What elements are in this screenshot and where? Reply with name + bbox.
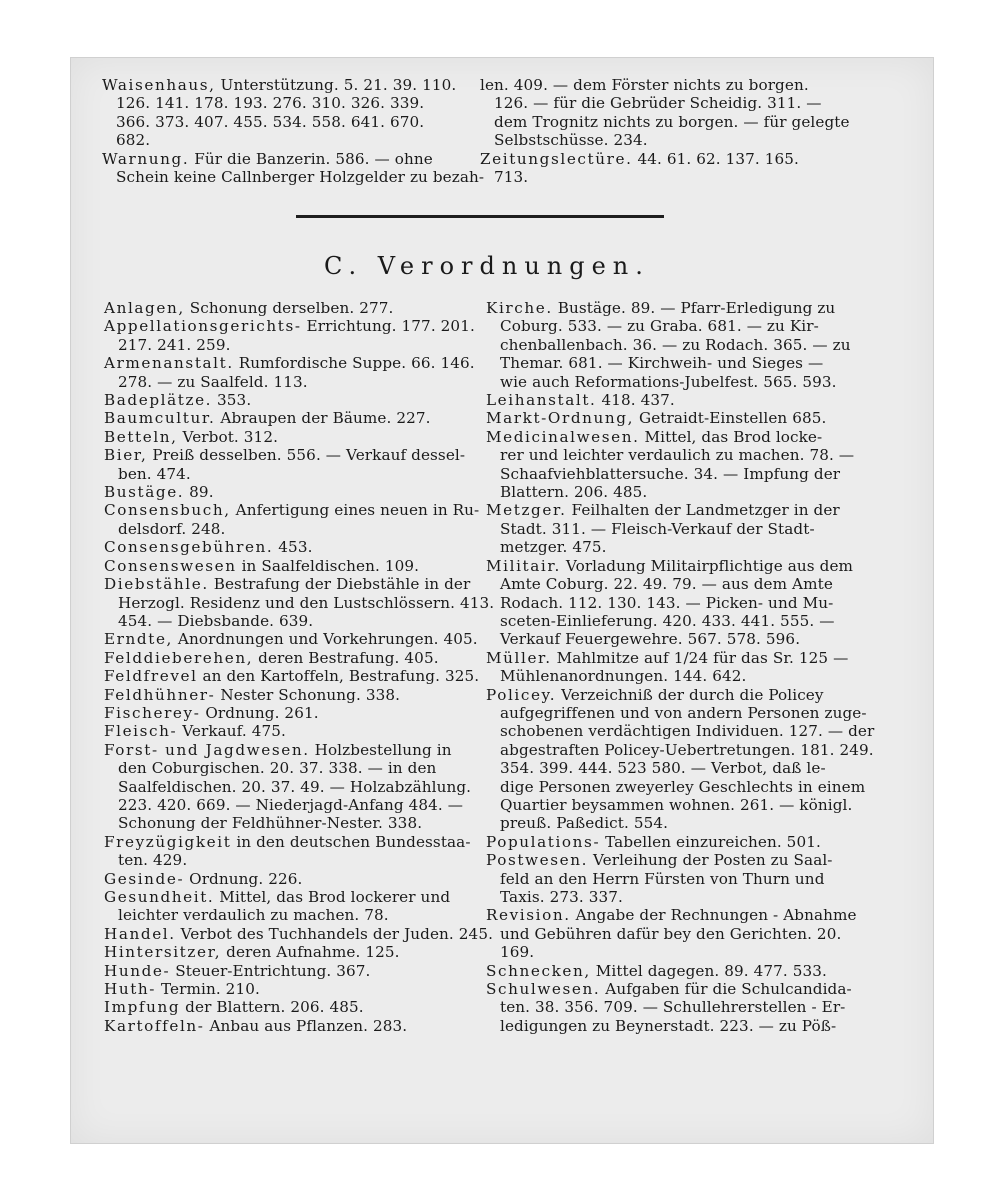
entry-continuation-line <box>486 594 840 612</box>
entry-text: Anordnungen und Vorkehrungen. 405. <box>177 630 478 649</box>
index-entry <box>102 149 485 187</box>
entry-continuation-line <box>104 851 480 869</box>
entry-continuation-line <box>104 465 480 483</box>
entry-text: 353. <box>217 391 252 410</box>
top-right-column <box>480 76 850 187</box>
entry-text: Ordnung. 226. <box>189 869 303 888</box>
entry-text: Aufgaben für die Schulcandida- <box>605 980 852 999</box>
index-entry <box>104 501 480 538</box>
entry-text: Tabellen einzureichen. 501. <box>605 832 821 851</box>
entry-heading: Müller. <box>486 648 552 667</box>
entry-text: Verleihung der Posten zu Saal- <box>592 851 833 870</box>
entry-text: Quartier beysammen wohnen. 261. — königl. <box>500 795 853 814</box>
index-entry <box>104 538 480 556</box>
entry-text: ledigungen zu Beynerstadt. 223. — zu Pöß- <box>500 1016 837 1035</box>
entry-first-line <box>486 833 840 851</box>
entry-heading: Armenanstalt. <box>104 354 234 373</box>
index-entry <box>104 575 495 630</box>
entry-text: 126. — für die Gebrüder Scheidig. 311. — <box>494 94 822 113</box>
entry-text: Taxis. 273. 337. <box>500 888 623 906</box>
entry-text: Stadt. 311. — Fleisch-Verkauf der Stadt- <box>500 519 815 538</box>
entry-continuation-line <box>104 593 495 612</box>
entry-text: Schein keine Callnberger Holzgelder zu bezah- <box>116 168 485 187</box>
entry-continuation-line <box>486 998 846 1017</box>
entry-first-line <box>104 943 480 961</box>
entry-heading: Consenswesen <box>104 556 237 575</box>
entry-text: aufgegriffenen und von andern Personen zuge- <box>500 703 867 722</box>
entry-first-line <box>104 833 480 851</box>
entry-first-line <box>104 980 480 998</box>
entry-continuation-line <box>486 888 840 906</box>
entry-continuation-line <box>104 796 480 814</box>
entry-text: Themar. 681. — Kirchweih- und Sieges — <box>500 354 824 373</box>
entry-text: Abraupen der Bäume. 227. <box>220 409 431 428</box>
entry-first-line <box>486 851 840 869</box>
entry-text: Mittel dagegen. 89. 477. 533. <box>595 961 827 980</box>
entry-text: Preiß desselben. 556. — Verkauf dessel- <box>152 446 466 465</box>
index-entry <box>104 980 480 998</box>
entry-first-line <box>104 722 480 740</box>
entry-heading: Warnung. <box>102 149 190 168</box>
index-entry <box>104 686 480 704</box>
entry-continuation-line <box>486 465 840 483</box>
entry-continuation-line <box>104 612 480 630</box>
index-entry <box>480 76 850 150</box>
entry-heading: Hintersitzer, <box>104 943 222 962</box>
entry-text: 217. 241. 259. <box>118 335 231 354</box>
section-title: C. Verordnungen. <box>324 252 650 280</box>
entry-first-line <box>104 483 480 501</box>
entry-heading: Waisenhaus, <box>102 76 216 94</box>
entry-heading: Consensgebühren. <box>104 538 274 557</box>
entry-text: Verbot des Tuchhandels der Juden. 245. <box>180 924 494 943</box>
entry-first-line <box>104 354 480 372</box>
entry-text: 354. 399. 444. 523 580. — Verbot, daß le- <box>500 759 826 778</box>
index-entry <box>480 150 842 187</box>
entry-heading: Betteln, <box>104 427 178 446</box>
entry-heading: Medicinalwesen. <box>486 427 640 446</box>
entry-text: Für die Banzerin. 586. — ohne <box>194 149 433 168</box>
entry-continuation-line <box>486 354 840 372</box>
entry-text: deren Bestrafung. 405. <box>258 648 439 667</box>
index-entry <box>486 391 840 409</box>
index-entry <box>104 317 480 354</box>
entry-first-line <box>104 317 480 335</box>
entry-first-line <box>480 76 842 94</box>
index-entry <box>104 354 480 391</box>
entry-text: in Saalfeldischen. 109. <box>241 556 420 575</box>
entry-text: in den deutschen Bundesstaa- <box>236 832 471 851</box>
entry-heading: Huth- <box>104 980 157 999</box>
entry-text: delsdorf. 248. <box>118 519 226 538</box>
entry-text: Verkauf. 475. <box>182 722 286 741</box>
entry-text: Rumfordische Suppe. 66. 146. <box>238 354 475 373</box>
index-entry <box>104 299 480 317</box>
entry-continuation-line <box>102 94 482 112</box>
entry-continuation-line <box>486 520 840 538</box>
entry-text: Rodach. 112. 130. 143. — Picken- und Mu- <box>500 593 834 612</box>
entry-text: Termin. 210. <box>160 980 260 999</box>
entry-heading: Feldhühner- <box>104 685 216 704</box>
entry-text: ten. 38. 356. 709. — Schullehrerstellen - Er- <box>500 998 846 1017</box>
entry-heading: Anlagen, <box>104 299 185 317</box>
entry-text: Herzogl. Residenz und den Lustschlössern. 413. <box>118 593 495 612</box>
entry-first-line <box>104 575 480 593</box>
entry-heading: Bustäge. <box>104 483 185 502</box>
entry-heading: Consensbuch, <box>104 501 231 520</box>
entry-heading: Appellationsgerichts- <box>104 317 302 336</box>
entry-text: leichter verdaulich zu machen. 78. <box>118 906 389 925</box>
entry-text: Steuer-Entrichtung. 367. <box>175 961 371 980</box>
entry-text: 454. — Diebsbande. 639. <box>118 611 314 630</box>
entry-text: Bestrafung der Diebstähle in der <box>213 575 471 594</box>
entry-first-line <box>104 299 480 317</box>
entry-text: 713. <box>494 168 529 187</box>
entry-continuation-line <box>486 667 840 685</box>
entry-first-line <box>486 501 840 519</box>
entry-continuation-line <box>480 94 842 112</box>
entry-first-line <box>486 906 857 925</box>
entry-text: Verkauf Feuergewehre. 567. 578. 596. <box>500 630 801 649</box>
entry-text: wie auch Reformations-Jubelfest. 565. 593. <box>500 372 837 391</box>
entry-text: Schaafviehblattersuche. 34. — Impfung der <box>500 464 841 483</box>
index-entry <box>486 980 852 1035</box>
entry-heading: Hunde- <box>104 961 171 980</box>
entry-text: ten. 429. <box>118 851 188 870</box>
entry-first-line <box>480 150 842 168</box>
entry-text: preuß. Paßedict. 554. <box>500 814 669 833</box>
entry-heading: Freyzügigkeit <box>104 832 232 851</box>
entry-continuation-line <box>104 778 480 796</box>
entry-text: feld an den Herrn Fürsten von Thurn und <box>500 869 825 888</box>
entry-first-line <box>486 299 840 317</box>
entry-heading: Fischerey- <box>104 703 201 722</box>
index-entry <box>104 722 480 740</box>
index-entry <box>104 998 480 1016</box>
entry-first-line <box>104 557 480 575</box>
entry-text: 682. <box>116 131 151 150</box>
entry-text: den Coburgischen. 20. 37. 338. — in den <box>118 759 437 778</box>
index-entry <box>104 924 494 943</box>
entry-text: Selbstschüsse. 234. <box>494 131 648 150</box>
entry-text: Unterstützung. 5. 21. 39. 110. <box>220 76 457 94</box>
entry-heading: Badeplätze. <box>104 391 213 410</box>
entry-text: und Gebühren dafür bey den Gerichten. 20. <box>500 924 842 943</box>
entry-text: Mahlmitze auf 1/24 für das Sr. 125 — <box>556 648 849 667</box>
entry-text: ben. 474. <box>118 464 191 483</box>
entry-heading: Kirche. <box>486 299 553 317</box>
entry-first-line <box>486 409 840 427</box>
entry-first-line <box>486 391 840 409</box>
entry-text: rer und leichter verdaulich zu machen. 78. — <box>500 446 855 465</box>
entry-continuation-line <box>480 168 842 186</box>
entry-text: Feilhalten der Landmetzger in der <box>571 501 840 520</box>
entry-heading: Fleisch- <box>104 722 178 741</box>
entry-continuation-line <box>480 112 850 131</box>
entry-text: Schonung der Feldhühner-Nester. 338. <box>118 814 423 833</box>
entry-first-line <box>104 630 480 648</box>
entry-heading: Erndte, <box>104 630 173 649</box>
index-entry <box>104 630 480 648</box>
index-entry <box>104 409 480 427</box>
entry-text: Ordnung. 261. <box>205 703 319 722</box>
entry-heading: Kartoffeln- <box>104 1016 205 1035</box>
index-entry <box>104 428 480 446</box>
entry-continuation-line <box>486 870 840 888</box>
entry-first-line <box>104 446 480 464</box>
entry-heading: Felddieberehen, <box>104 648 254 667</box>
entry-first-line <box>102 150 482 168</box>
bottom-right-column <box>486 299 875 1035</box>
entry-text: len. 409. — dem Förster nichts zu borgen. <box>480 76 809 94</box>
entry-text: Errichtung. 177. 201. <box>306 317 475 336</box>
entry-first-line <box>486 686 840 704</box>
entry-continuation-line <box>104 336 480 354</box>
entry-first-line <box>486 980 852 999</box>
entry-first-line <box>102 76 482 94</box>
entry-text: dem Trognitz nichts zu borgen. — für gelegte <box>494 112 850 131</box>
entry-heading: Zeitungslectüre. <box>480 149 633 168</box>
entry-continuation-line <box>486 722 875 741</box>
entry-continuation-line <box>486 335 851 354</box>
entry-text: an den Kartoffeln, Bestrafung. 325. <box>202 667 480 686</box>
entry-continuation-line <box>486 575 840 593</box>
entry-text: metzger. 475. <box>500 538 607 557</box>
entry-text: 418. 437. <box>601 391 675 410</box>
entry-text: Holzbestellung in <box>314 740 452 759</box>
entry-continuation-line <box>486 1017 840 1035</box>
entry-first-line <box>104 428 480 446</box>
entry-first-line <box>104 962 480 980</box>
entry-continuation-line <box>486 814 840 832</box>
entry-heading: Markt-Ordnung, <box>486 409 635 428</box>
entry-text: Verbot. 312. <box>182 427 279 446</box>
index-entry <box>104 649 480 667</box>
entry-first-line <box>104 538 480 556</box>
entry-text: schobenen verdächtigen Individuen. 127. — der <box>500 722 875 741</box>
entry-text: Coburg. 533. — zu Graba. 681. — zu Kir- <box>500 317 819 336</box>
entry-heading: Diebstähle. <box>104 575 209 594</box>
entry-text: 169. <box>500 943 535 962</box>
entry-first-line <box>104 501 480 519</box>
entry-text: Getraidt-Einstellen 685. <box>638 409 827 428</box>
entry-first-line <box>486 962 840 980</box>
entry-heading: Gesundheit. <box>104 888 215 906</box>
entry-first-line <box>486 428 840 446</box>
entry-text: 366. 373. 407. 455. 534. 558. 641. 670. <box>116 112 425 131</box>
entry-heading: Gesinde- <box>104 869 185 888</box>
index-entry <box>486 556 854 649</box>
entry-text: Bustäge. 89. — Pfarr-Erledigung zu <box>557 299 836 317</box>
entry-text: 126. 141. 178. 193. 276. 310. 326. 339. <box>116 94 425 113</box>
entry-text: deren Aufnahme. 125. <box>226 943 400 962</box>
entry-continuation-line <box>486 943 840 961</box>
entry-text: Vorladung Militairpflichtige aus dem <box>565 556 854 575</box>
entry-continuation-line <box>102 168 485 187</box>
index-entry <box>104 391 480 409</box>
entry-first-line <box>486 556 854 575</box>
entry-text: der Blattern. 206. 485. <box>185 998 364 1017</box>
entry-continuation-line <box>486 373 840 391</box>
index-entry <box>486 648 849 686</box>
entry-text: 453. <box>278 538 313 557</box>
entry-text: 89. <box>189 483 214 502</box>
entry-text: sceten-Einlieferung. 420. 433. 441. 555. — <box>500 611 835 630</box>
index-entry <box>104 483 480 501</box>
index-entry <box>104 667 480 685</box>
entry-heading: Feldfrevel <box>104 667 198 686</box>
entry-text: Verzeichniß der durch die Policey <box>561 685 824 704</box>
index-entry <box>102 76 482 150</box>
entry-heading: Forst- und Jagdwesen. <box>104 740 310 759</box>
entry-text: Angabe der Rechnungen - Abnahme <box>575 906 857 925</box>
entry-text: chenballenbach. 36. — zu Rodach. 365. — zu <box>500 335 851 354</box>
index-entry <box>104 943 480 961</box>
index-entry <box>104 704 480 722</box>
index-entry <box>486 906 857 962</box>
index-entry <box>104 446 480 483</box>
entry-continuation-line <box>486 317 840 335</box>
index-entry <box>104 1017 480 1035</box>
entry-continuation-line <box>102 113 482 131</box>
entry-text: 278. — zu Saalfeld. 113. <box>118 372 308 391</box>
bottom-left-column <box>104 299 495 1035</box>
entry-heading: Leihanstalt. <box>486 391 597 410</box>
entry-text: Mittel, das Brod locke- <box>644 427 823 446</box>
top-left-column <box>102 76 485 187</box>
entry-text: abgestraften Policey-Uebertretungen. 181. 249. <box>500 740 874 759</box>
entry-continuation-line <box>486 703 867 722</box>
index-entry <box>104 870 480 888</box>
entry-continuation-line <box>102 131 482 149</box>
index-entry <box>486 685 875 833</box>
entry-first-line <box>104 888 480 906</box>
section-divider <box>296 215 664 218</box>
entry-text: 223. 420. 669. — Niederjagd-Anfang 484. — <box>118 795 464 814</box>
entry-continuation-line <box>104 906 480 924</box>
index-entry <box>104 888 480 925</box>
entry-first-line <box>104 870 480 888</box>
index-entry <box>104 833 480 870</box>
index-entry <box>486 299 851 391</box>
entry-text: Saalfeldischen. 20. 37. 49. — Holzabzählung. <box>118 777 472 796</box>
entry-continuation-line <box>486 759 840 777</box>
entry-first-line <box>104 686 480 704</box>
entry-text: Blattern. 206. 485. <box>500 483 648 502</box>
entry-text: Nester Schonung. 338. <box>220 685 401 704</box>
entry-first-line <box>104 1017 480 1035</box>
entry-continuation-line <box>104 520 480 538</box>
entry-heading: Baumcultur. <box>104 409 216 428</box>
entry-first-line <box>104 667 480 685</box>
entry-continuation-line <box>486 777 866 796</box>
entry-heading: Metzger. <box>486 501 567 520</box>
index-entry <box>486 427 855 502</box>
entry-continuation-line <box>486 795 853 814</box>
entry-text: Schonung derselben. 277. <box>189 299 394 317</box>
entry-text: Amte Coburg. 22. 49. 79. — aus dem Amte <box>500 575 833 594</box>
entry-text: dige Personen zweyerley Geschlechts in einem <box>500 777 866 796</box>
entry-heading: Policey. <box>486 685 557 704</box>
index-entry <box>104 741 480 833</box>
entry-heading: Populations- <box>486 832 601 851</box>
entry-continuation-line <box>486 740 874 759</box>
entry-first-line <box>104 924 494 943</box>
index-entry <box>486 501 840 556</box>
entry-text: Mittel, das Brod lockerer und <box>219 888 451 906</box>
entry-first-line <box>104 741 480 759</box>
entry-continuation-line <box>486 630 840 648</box>
index-entry <box>486 962 840 980</box>
entry-heading: Revision. <box>486 906 571 925</box>
entry-first-line <box>104 998 480 1016</box>
entry-heading: Schnecken, <box>486 961 591 980</box>
entry-first-line <box>104 704 480 722</box>
entry-continuation-line <box>104 814 480 832</box>
entry-continuation-line <box>104 759 480 777</box>
index-entry <box>486 409 840 427</box>
entry-text: 44. 61. 62. 137. 165. <box>637 149 799 168</box>
index-entry <box>104 962 480 980</box>
entry-text: Mühlenanordnungen. 144. 642. <box>500 667 747 686</box>
entry-first-line <box>104 409 480 427</box>
entry-heading: Postwesen. <box>486 851 589 870</box>
entry-text: Anbau aus Pflanzen. 283. <box>209 1016 408 1035</box>
entry-text: Anfertigung eines neuen in Ru- <box>235 501 480 520</box>
entry-heading: Schulwesen. <box>486 980 601 999</box>
entry-heading: Bier, <box>104 446 148 465</box>
entry-heading: Handel. <box>104 924 176 943</box>
entry-heading: Impfung <box>104 998 181 1017</box>
entry-continuation-line <box>486 446 855 465</box>
entry-continuation-line <box>486 538 840 556</box>
entry-continuation-line <box>486 612 840 630</box>
entry-first-line <box>104 391 480 409</box>
entry-continuation-line <box>486 925 840 943</box>
entry-continuation-line <box>480 131 842 149</box>
entry-continuation-line <box>486 483 840 501</box>
index-entry <box>486 851 840 906</box>
entry-first-line <box>104 649 480 667</box>
index-entry <box>104 557 480 575</box>
entry-heading: Militair. <box>486 556 561 575</box>
index-entry <box>486 833 840 851</box>
entry-first-line <box>486 648 849 667</box>
entry-continuation-line <box>104 373 480 391</box>
